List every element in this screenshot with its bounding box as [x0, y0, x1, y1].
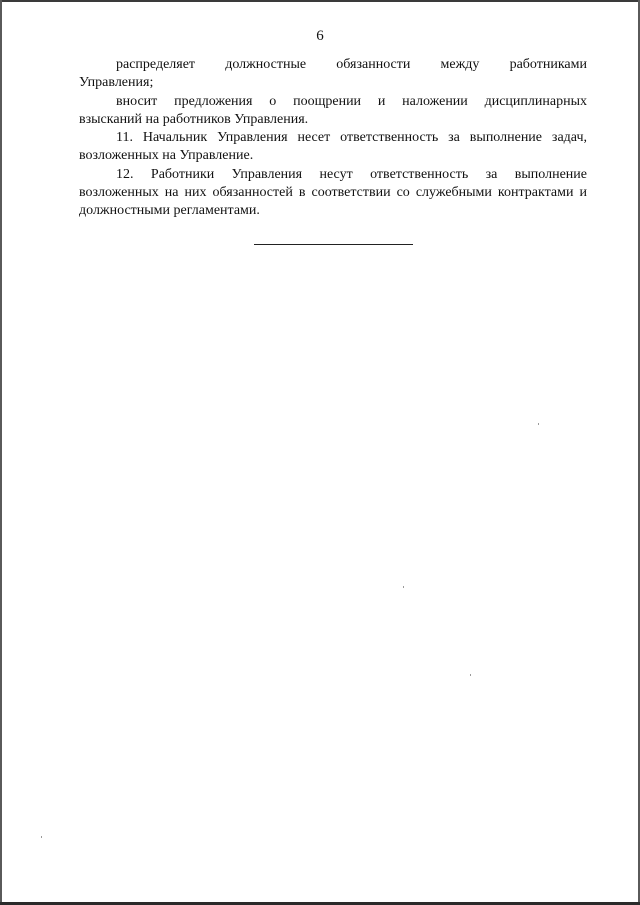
paragraph-proposals-rest: взысканий на работников Управления. [79, 111, 309, 127]
paragraph-12-line1: 12. Работники Управления несут ответственность за выполнение [116, 166, 587, 182]
paragraph-11-line1: 11. Начальник Управления несет ответственность за выполнение задач, [116, 130, 587, 146]
scan-edge-left [0, 0, 2, 905]
page-number: 6 [316, 28, 324, 44]
scan-edge-top [0, 0, 640, 2]
paragraph-11-rest: возложенных на Управление. [79, 148, 254, 164]
scan-speck [538, 423, 539, 425]
paragraph-proposals-line1: вносит предложения о поощрении и наложении дисциплинарных [116, 93, 587, 109]
paragraph-duties-rest: Управления; [79, 75, 154, 91]
scan-speck [403, 586, 404, 588]
document-body [79, 56, 587, 221]
end-separator-line [254, 244, 413, 245]
scan-speck [470, 674, 471, 676]
scan-speck [41, 836, 42, 838]
paragraph-12-rest: возложенных на них обязанностей в соответствии со служебными контрактами и должностными регламентами. [79, 185, 587, 219]
paragraph-duties-line1: распределяет должностные обязанности между работниками [116, 57, 587, 72]
